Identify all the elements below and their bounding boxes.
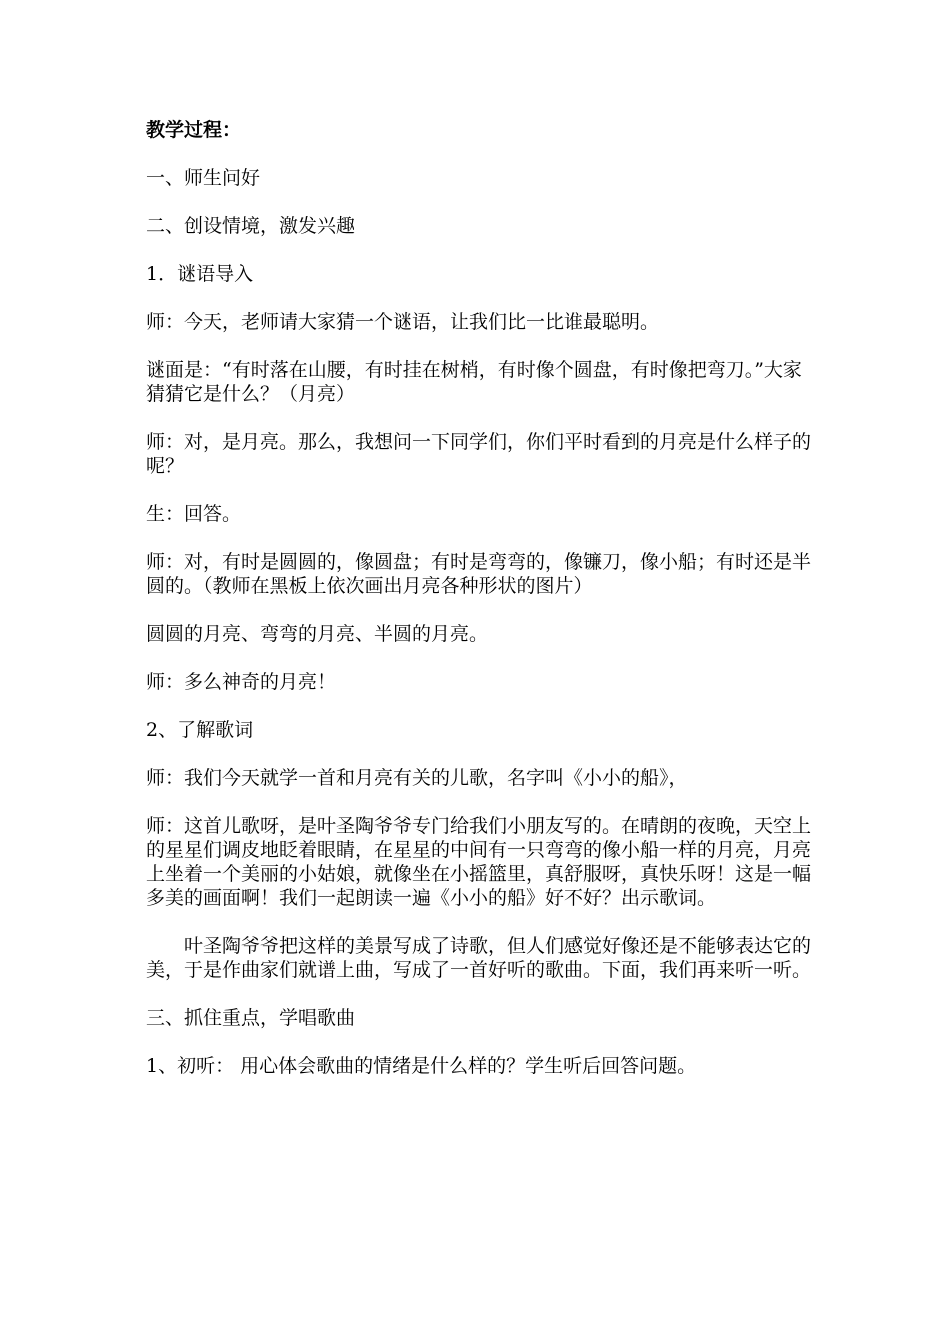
heading-learn-song: 三、抓住重点，学唱歌曲 [146, 1007, 356, 1029]
paragraph-first-listen: 1、初听： 用心体会歌曲的情绪是什么样的？学生听后回答问题。 [146, 1055, 697, 1077]
paragraph-song-story: 师：这首儿歌呀，是叶圣陶爷爷专门给我们小朋友写的。在晴朗的夜晚，天空上的星星们调皮地眨着眼睛，在星星的中间有一只弯弯的像小船一样的月亮，月亮上坐着一个美丽的小姑娘，就像坐在小摇篮里，真舒服呀，真快乐呀！这是一幅多美的画面啊！我们一起朗读一遍《小小的船》好不好？出示歌词。 [146, 815, 812, 909]
heading-greeting: 一、师生问好 [146, 167, 261, 189]
section-title: 教学过程： [146, 119, 242, 141]
subheading-riddle: 1．谜语导入 [146, 263, 254, 285]
paragraph-moon-list: 圆圆的月亮、弯弯的月亮、半圆的月亮。 [146, 623, 489, 645]
subheading-lyrics: 2、了解歌词 [146, 719, 254, 741]
paragraph-riddle-text: 谜面是：“有时落在山腰，有时挂在树梢，有时像个圆盘，有时像把弯刀。”大家猜猜它是什么？（月亮） [146, 359, 802, 405]
heading-situation: 二、创设情境，激发兴趣 [146, 215, 356, 237]
paragraph-song-intro: 师：我们今天就学一首和月亮有关的儿歌，名字叫《小小的船》， [146, 767, 688, 789]
document-body [146, 118, 814, 1102]
paragraph-teacher-question: 师：对，是月亮。那么，我想问一下同学们，你们平时看到的月亮是什么样子的呢？ [146, 431, 812, 477]
paragraph-teacher-wonder: 师：多么神奇的月亮！ [146, 671, 337, 693]
paragraph-moon-shapes: 师：对，有时是圆圆的，像圆盘；有时是弯弯的，像镰刀，像小船；有时还是半圆的。（教师在黑板上依次画出月亮各种形状的图片） [146, 551, 812, 597]
paragraph-teacher-riddle: 师：今天，老师请大家猜一个谜语，让我们比一比谁最聪明。 [146, 311, 660, 333]
paragraph-student-answer: 生：回答。 [146, 503, 242, 525]
paragraph-composer: 叶圣陶爷爷把这样的美景写成了诗歌，但人们感觉好像还是不能够表达它的美，于是作曲家们就谱上曲，写成了一首好听的歌曲。下面，我们再来听一听。 [146, 935, 812, 981]
